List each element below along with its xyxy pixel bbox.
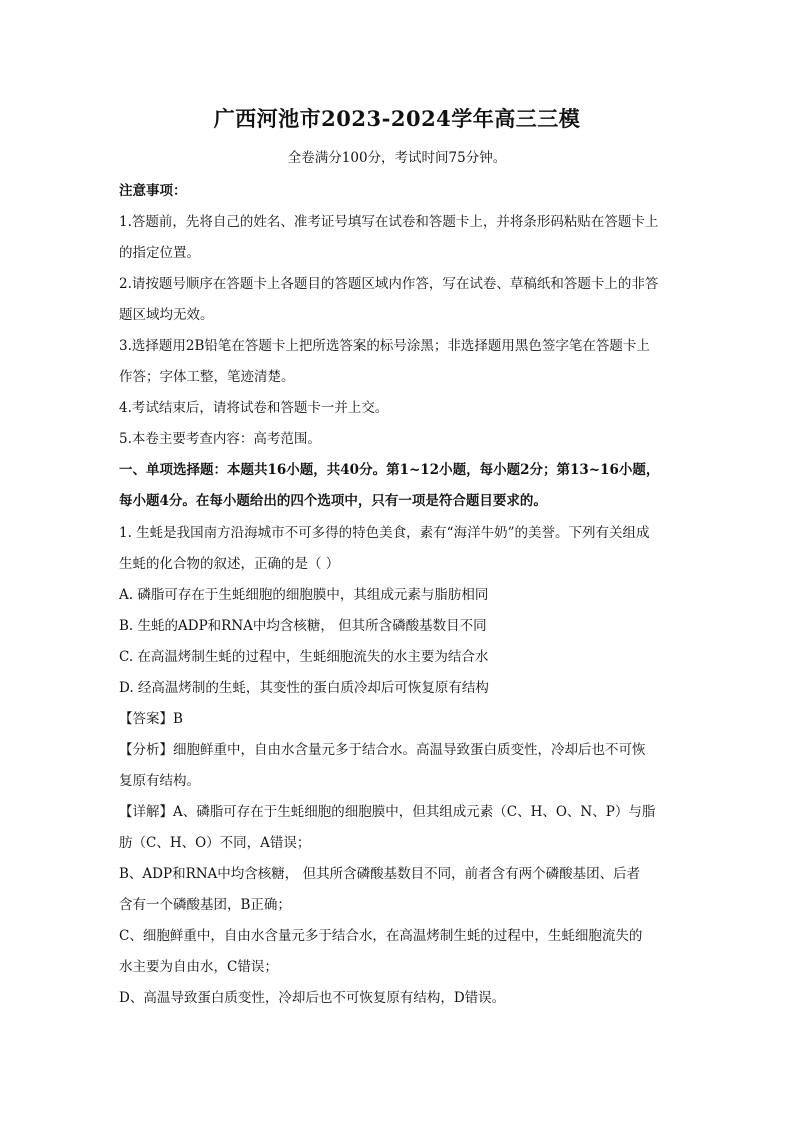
option-c: C. 在高温烤制生蚝的过程中，生蚝细胞流失的水主要为结合水: [119, 649, 489, 665]
notice-line: 4.考试结束后，请将试卷和答题卡一并上交。: [119, 400, 389, 416]
answer-line: 【答案】B: [119, 711, 183, 727]
notice-line: 作答；字体工整，笔迹清楚。: [119, 369, 295, 385]
notice-line: 3.选择题用2B铅笔在答题卡上把所选答案的标号涂黑；非选择题用黑色签字笔在答题卡上: [119, 338, 650, 354]
option-d: D. 经高温烤制的生蚝，其变性的蛋白质冷却后可恢复原有结构: [119, 680, 489, 696]
notice-line: 2.请按题号顺序在答题卡上各题目的答题区域内作答，写在试卷、草稿纸和答题卡上的非答: [119, 276, 659, 292]
notice-heading: 注意事项：: [119, 183, 187, 199]
notice-line: 的指定位置。: [119, 245, 200, 261]
option-a: A. 磷脂可存在于生蚝细胞的细胞膜中，其组成元素与脂肪相同: [119, 587, 489, 603]
detail-line: 肪（C、H、O）不同，A错误；: [119, 835, 311, 851]
detail-line: 含有一个磷酸基团，B正确；: [119, 897, 291, 913]
question-stem: 1. 生蚝是我国南方沿海城市不可多得的特色美食，素有“海洋牛奶”的美誉。下列有关组成: [119, 525, 650, 541]
analysis-line: 【分析】细胞鲜重中，自由水含量元多于结合水。高温导致蛋白质变性，冷却后也不可恢: [119, 742, 646, 758]
detail-line: 水主要为自由水，C错误；: [119, 959, 278, 975]
exam-info: 全卷满分100分，考试时间75分钟。: [287, 150, 507, 166]
notice-line: 1.答题前，先将自己的姓名、准考证号填写在试卷和答题卡上，并将条形码粘贴在答题卡上: [119, 214, 659, 230]
detail-line: 【详解】A、磷脂可存在于生蚝细胞的细胞膜中，但其组成元素（C、H、O、N、P）与脂: [119, 804, 656, 820]
page-title: 广西河池市2023-2024学年高三三模: [213, 106, 581, 131]
detail-line: D、高温导致蛋白质变性，冷却后也不可恢复原有结构，D错误。: [119, 990, 506, 1006]
notice-line: 题区域均无效。: [119, 307, 214, 323]
analysis-line: 复原有结构。: [119, 773, 200, 789]
detail-line: C、细胞鲜重中，自由水含量元多于结合水，在高温烤制生蚝的过程中，生蚝细胞流失的: [119, 928, 643, 944]
detail-line: B、ADP和RNA中均含核糖， 但其所含磷酸基数目不同，前者含有两个磷酸基团、后者: [119, 866, 641, 882]
question-stem: 生蚝的化合物的叙述，正确的是（ ）: [119, 556, 340, 572]
option-b: B. 生蚝的ADP和RNA中均含核糖， 但其所含磷酸基数目不同: [119, 618, 487, 634]
section-heading: 每小题4分。在每小题给出的四个选项中，只有一项是符合题目要求的。: [119, 493, 547, 509]
notice-line: 5.本卷主要考查内容：高考范围。: [119, 431, 321, 447]
section-heading: 一、单项选择题：本题共16小题，共40分。第1~12小题，每小题2分；第13~16小题，: [119, 462, 660, 478]
